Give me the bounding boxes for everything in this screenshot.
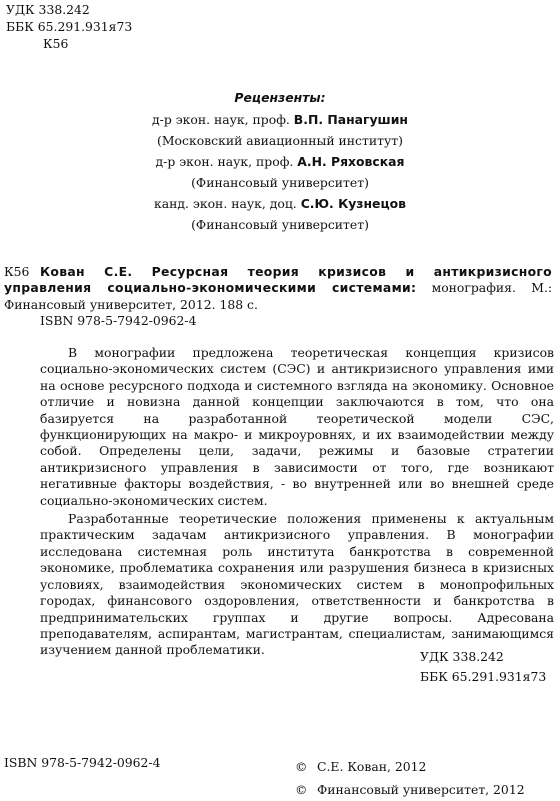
author-code: К56 xyxy=(43,36,69,51)
entry-heading xyxy=(4,264,552,313)
reviewer-degree: канд. экон. наук, доц. xyxy=(154,196,297,212)
reviewer-affiliation: (Московский авиационный институт) xyxy=(157,133,403,149)
reviewer-name: А.Н. Ряховская xyxy=(297,154,405,170)
bibliographic-entry xyxy=(4,264,552,330)
entry-isbn: ISBN 978-5-7942-0962-4 xyxy=(40,313,197,329)
entry-tail: монография. М.: Финансовый университет, 2012. 188 с. xyxy=(4,280,552,312)
bottom-isbn: ISBN 978-5-7942-0962-4 xyxy=(4,755,161,770)
reviewer-2 xyxy=(0,154,560,175)
reviewer-name: С.Ю. Кузнецов xyxy=(300,196,406,212)
copyright-line xyxy=(295,755,525,778)
reviewer-name: В.П. Панагушин xyxy=(293,112,408,128)
bottom-bbk: ББК 65.291.931я73 xyxy=(420,669,547,684)
copyright-line xyxy=(295,778,525,801)
abstract-paragraph: В монографии предложена теоретическая концепция кризисов социально-экономических систем (СЭС) и антикризисного управления ими на основе ресурсного подхода и системного взгляда на экономику. Основное отличие и новизна данной концепции заключаются в том, что она базируется на разработанной теоретической модели СЭС, функционирующих на макро- и микроуровнях, и их взаимодействии между собой. Определены цели, задачи, режимы и базовые стратегии антикризисного управления в зависимости от того, где возникают негативные факторы воздействия, - во внутренней или во внешней среде социально-экономических систем. xyxy=(40,345,554,508)
copyright-symbol: © xyxy=(295,782,308,797)
classification-codes xyxy=(6,2,132,53)
reviewer-1 xyxy=(0,112,560,133)
reviewer-3 xyxy=(0,196,560,217)
copyright-symbol: © xyxy=(295,759,308,774)
reviewer-affiliation: (Финансовый университет) xyxy=(191,217,369,233)
copyright-text: Финансовый университет, 2012 xyxy=(317,782,525,797)
entry-code: К56 xyxy=(4,264,30,279)
reviewers-title: Рецензенты: xyxy=(234,90,326,105)
abstract-paragraph: Разработанные теоретические положения применены к актуальным практическим задачам антикризисного управления. В монографии исследована системная роль института банкротства в современной экономике, проблематика сохранения или разрушения бизнеса в кризисных условиях, взаимодействия экономических систем в монопрофильных городах, финансового оздоровления, ответственности и банкротства в предпринимательских группах и другие вопросы. Адресована преподавателям, аспирантам, магистрантам, специалистам, занимающимся изучением данной проблематики. xyxy=(40,511,554,658)
reviewer-degree: д-р экон. наук, проф. xyxy=(152,112,290,128)
reviewers-block xyxy=(0,90,560,238)
copyright-text: С.Е. Кован, 2012 xyxy=(317,759,427,774)
udk-code: УДК 338.242 xyxy=(6,2,90,17)
bbk-code: ББК 65.291.931я73 xyxy=(6,19,133,34)
copyright-block xyxy=(295,755,525,801)
entry-title: Кован С.Е. Ресурсная теория кризисов и антикризисного управления социально-экономическими системами: xyxy=(4,264,552,296)
reviewer-degree: д-р экон. наук, проф. xyxy=(155,154,294,170)
abstract xyxy=(40,345,554,659)
reviewer-affiliation: (Финансовый университет) xyxy=(191,175,369,191)
bottom-codes xyxy=(420,647,546,687)
bottom-udk: УДК 338.242 xyxy=(420,649,504,664)
